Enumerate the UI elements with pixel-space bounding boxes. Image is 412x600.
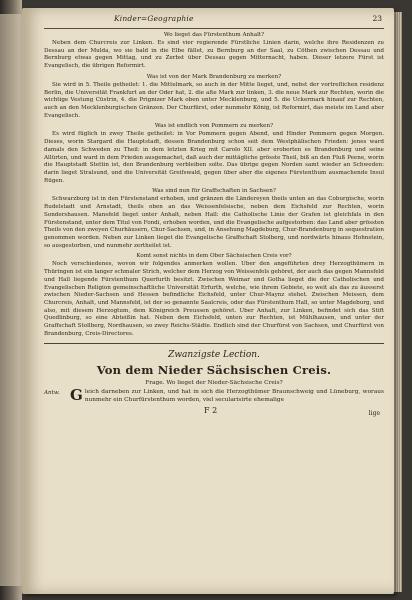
answer-label: Antw. <box>44 389 60 396</box>
section-paragraph: Neben dem Churcreis zur Linken. Es sind vier regierende Fürstliche Linien darin, welche ihre Residenzen zu Dessau an der Mulda, wo sie bald in die Elbe fället, zu Bernburg an der Saal, zu Cöthen zwischen Dessau und Bernburg etwas gegen Mittag, und zu Zerbst über Dessau gegen Mitternacht, haben. Dieser letzere Fürst ist Evangelisch, die übrigen Reformirt. <box>44 39 384 70</box>
lection-title: Von dem Nieder Sächsischen Creis. <box>96 362 332 377</box>
catchword: lige <box>368 409 380 417</box>
page-content <box>44 14 384 420</box>
section-question: Was ist endlich von Pommern zu merken? <box>154 123 274 130</box>
section-question: Was ist von der Mark Brandenburg zu merken? <box>146 73 282 80</box>
section-paragraph: Noch verschiedenes, wovon wir folgendes anmerken wollen. Uber den angeführten drey Herzogthümern in Thüringen ist ein langer schmaler Strich, welcher dem Herzog von Weissenfels gehöret, der auch das gegen Mannsfeld und Hall liegende Fürstenthum Querfurth besitzt. Zwischen Weimar und Gotha lieget die der Catholischen und Evangelischen Religion gemeinschaftliche Universität Erfurth, welche, wie ihrem Gebiete, so weit als das zu äusserst zwischen Nieder-Sachsen und Hessen befindliche Eichsfeld, unter Chur-Maynz stehet. Zwischen Meissen, dem Churcreis, Anhalt, und Mannsfeld, ist der so genannte Saalcreis, oder das Fürstenthum Hall, so unter Magdeburg, und also, mit diesem Herzogtum, dem Königreich Preussen gehöret. Uber Anhalt, zur Linken, befindet sich das Stift Quedlinburg, so eine Abteißin hat. Neben dem Eichsfeld, unten zur Rechten, ist Mühlhausen, und unter der Graffschaft Stollberg, Nordhausen, so zwey Reichs-Städte. Endlich sind der Churfürst von Sachsen, und Churfürst von Brandenburg, Creis-Directores. <box>44 261 384 337</box>
section-paragraph: Es wird füglich in zwey Theile getheilet: in Vor Pommern gegen Abend, und Hinder Pommern gegen Morgen. Dieses, worin Stargard die Hauptstadt, dessen Brandenburg schon seit dem Westphälischen Frieden: jenes ward damals den Schweden zu Theil: in dem letzten Krieg mit Carolo XII. aber eroberten es Brandenburg und seine Allürten, und ward in dem Frieden ausgemachet, daß auch der mittägliche grösste Theil, biß an den Fluß Peene, worin die Hauptstadt Stettin ist, den Brandenburg verbleiben solte. Das übrige gegen Norden samt wieder an Schweden: darin lieget Stralsund, und die Universität Greifswald, gegen über aber die eigenes Fürstenthum ausmachende Insul Rügen. <box>44 131 384 184</box>
running-header <box>44 14 384 29</box>
section-question: Komt sonst nichts in dem Ober Sächsischen Creis vor? <box>136 253 292 260</box>
running-title: Kinder=Geographie <box>114 14 194 23</box>
section-question: Wo lieget das Fürstenthum Anhalt? <box>163 32 265 38</box>
section-divider <box>44 343 384 344</box>
lection-number-heading: Zwanzigste Lection. <box>168 349 260 360</box>
lection-answer <box>44 385 384 404</box>
section-paragraph: Sie wird in 5. Theile getheilet: 1. die Mittelmark, so auch in der Mitte lieget, und, nebst der vortreflichen residenz Berlin, die Universität Frankfurt an der Oder hat, 2. die alte Mark zur linken, 3. die neue Mark zur Rechten, worin die wichtige Vestung Cüstrin, 4. die Prignizer Mark oben unter Mecklenburg, und 5. die Uckermark hinauf zur Rechten, auch an den Mecklenburgischen Gränzen. Der Churfürst, oder nunmehr König, ist Reformirt, das meiste im Land aber Evangelisch. <box>44 81 384 119</box>
section-question: Was sind nun für Graffschaften in Sachsen? <box>152 188 276 195</box>
book-page <box>22 8 394 594</box>
lection-question: Frage. Wo lieget der Nieder-Sächsische Creis? <box>145 379 283 386</box>
page-number: 23 <box>372 14 382 23</box>
section-paragraph: Schwarzburg ist in den Fürstenstand erhoben, und gränzen die Ländereyen theils unten an das Coburgische, worin Rudelstadt und Arnstadt, theils oben an das Weissenfelsische, neben dem Eichsfeld zur Rechten, worin Sondershausen. Mansfeld lieget unter Anhalt, neben Hall: die Catholische Linie der Grafen ist gleichfals in den Fürstenstand, unter dem Titul von Fondi, erhoben worden, und die Evangelische aufgestorben: das Land aber grössten Theils von den zweyen Churhäusern, Chur-Sachsen, und, in Ansehung Magdeburg, Chur-Brandenburg in sequestration genommen worden. Neben zur Linken lieget die Evangelische Graffschaft Stolberg, und nordwärts hinaus Hohnstein, so ausgestorben, und nunmehr zertheilet ist. <box>44 196 384 249</box>
page-stack-edge <box>394 12 402 592</box>
signature-mark: F 2 <box>204 405 218 415</box>
drop-cap: G <box>70 385 83 404</box>
page-footer <box>44 406 384 420</box>
answer-text: leich darneben zur Linken, und hat in sich die Herzogthümer Braunschweig und Lüneburg, woraus nunmehr ein Churfürstenthum worden, viel secularisirte ehemalige <box>84 388 384 403</box>
